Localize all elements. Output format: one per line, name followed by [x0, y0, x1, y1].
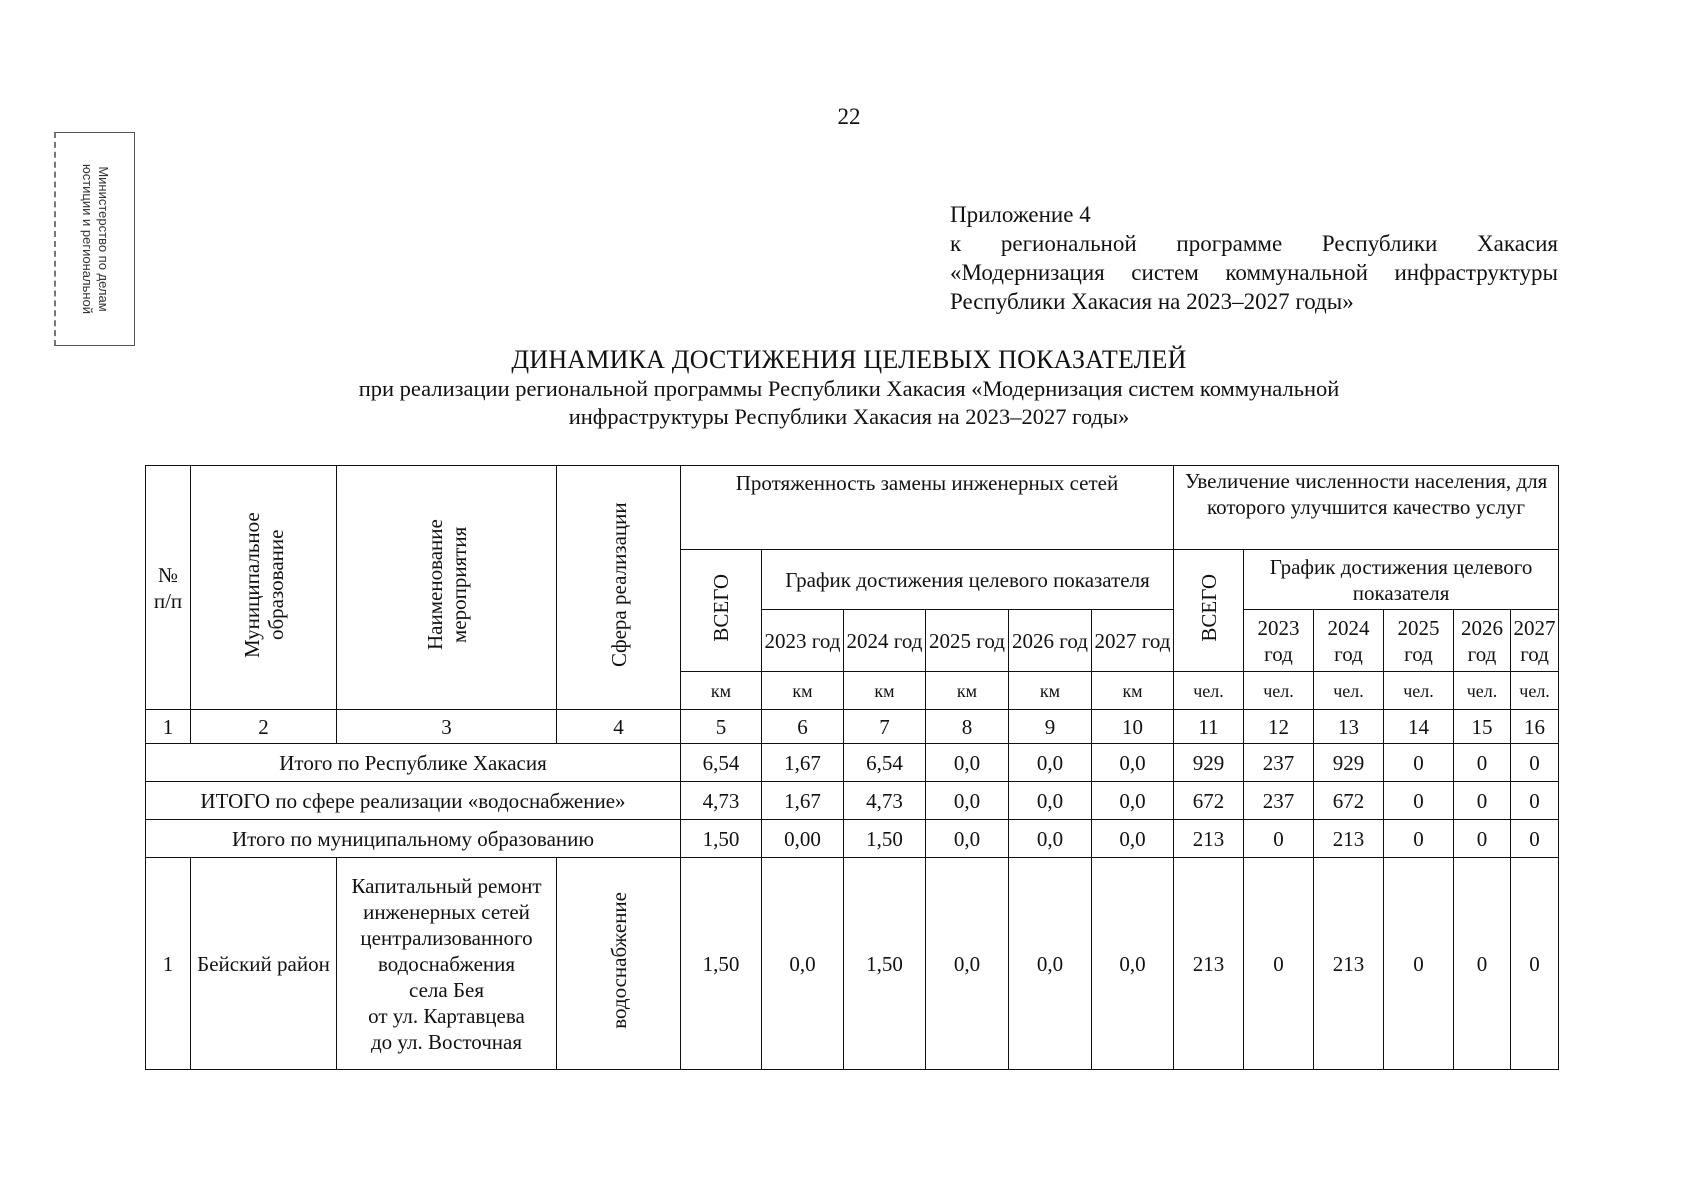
- table-cell: 1,50: [681, 858, 762, 1070]
- table-cell: 0: [1511, 858, 1559, 1070]
- project-activity-line: от ул. Картавцева: [368, 1003, 525, 1028]
- column-number: 5: [681, 710, 762, 744]
- total-row-label: Итого по муниципальному образованию: [146, 820, 681, 858]
- header-activity-text: Наименование мероприятия: [422, 519, 471, 650]
- unit-people: чел.: [1384, 672, 1454, 710]
- table-cell: 0: [1244, 858, 1314, 1070]
- year-2024-people: 2024 год: [1314, 610, 1384, 672]
- project-municipality: Бейский район: [191, 858, 337, 1070]
- table-cell: 213: [1314, 820, 1384, 858]
- document-title: ДИНАМИКА ДОСТИЖЕНИЯ ЦЕЛЕВЫХ ПОКАЗАТЕЛЕЙ: [511, 345, 1187, 374]
- header-sphere-text: Сфера реализации: [606, 502, 631, 667]
- table-cell: 0: [1454, 744, 1511, 782]
- column-number: 8: [926, 710, 1009, 744]
- document-subtitle-1: при реализации региональной программы Республики Хакасия «Модернизация систем коммунальной: [358, 376, 1340, 401]
- table-cell: 4,73: [681, 782, 762, 820]
- unit-people: чел.: [1174, 672, 1244, 710]
- header-num-line1: №: [157, 562, 179, 587]
- table-cell: 0,0: [926, 820, 1009, 858]
- header-population-group: Увеличение численности населения, для которого улучшится качество услуг: [1174, 466, 1559, 550]
- table-cell: 0: [1384, 782, 1454, 820]
- table-cell: 0,0: [1009, 858, 1092, 1070]
- unit-km: км: [1092, 672, 1174, 710]
- appendix-line-2: к региональной программе Республики Хакасия: [950, 231, 1558, 256]
- table-cell: 0: [1454, 820, 1511, 858]
- table-cell: 0: [1511, 782, 1559, 820]
- unit-km: км: [926, 672, 1009, 710]
- table-cell: 0,0: [926, 744, 1009, 782]
- unit-people: чел.: [1244, 672, 1314, 710]
- column-number: 3: [337, 710, 557, 744]
- unit-people: чел.: [1314, 672, 1384, 710]
- project-activity-line: до ул. Восточная: [371, 1029, 522, 1054]
- table-cell: 0: [1511, 744, 1559, 782]
- year-2026-km: 2026 год: [1009, 610, 1092, 672]
- project-activity-line: инженерных сетей: [363, 899, 530, 924]
- table-cell: 213: [1174, 820, 1244, 858]
- year-2025-km: 2025 год: [926, 610, 1009, 672]
- table-cell: 929: [1314, 744, 1384, 782]
- column-number: 2: [191, 710, 337, 744]
- table-cell: 0,0: [1009, 820, 1092, 858]
- column-number: 14: [1384, 710, 1454, 744]
- table-cell: 0,0: [1092, 782, 1174, 820]
- table-cell: 0,0: [1009, 744, 1092, 782]
- table-cell: 6,54: [681, 744, 762, 782]
- table-cell: 0: [1384, 744, 1454, 782]
- project-activity-line: Капитальный ремонт: [351, 873, 542, 898]
- table-cell: 0,0: [1092, 820, 1174, 858]
- table-cell: 213: [1174, 858, 1244, 1070]
- total-row-republic: [146, 744, 1559, 782]
- table-cell: 213: [1314, 858, 1384, 1070]
- table-cell: 1,67: [762, 744, 844, 782]
- header-municipality: [191, 466, 337, 710]
- column-number: 7: [844, 710, 926, 744]
- header-length-schedule: График достижения целевого показателя: [762, 550, 1174, 610]
- column-number: 12: [1244, 710, 1314, 744]
- header-municipality-text: Муниципальное образование: [239, 511, 288, 658]
- year-2026-people: 2026 год: [1454, 610, 1511, 672]
- stamp-line-1: Министерство по делам: [96, 166, 111, 312]
- table-cell: 0,0: [1092, 744, 1174, 782]
- column-number: 10: [1092, 710, 1174, 744]
- column-number: 6: [762, 710, 844, 744]
- indicators-table: [145, 465, 1559, 1070]
- table-cell: 1,50: [681, 820, 762, 858]
- unit-km: км: [1009, 672, 1092, 710]
- appendix-line-1: Приложение 4: [950, 202, 1091, 227]
- year-2024-km: 2024 год: [844, 610, 926, 672]
- unit-km: км: [844, 672, 926, 710]
- project-activity-line: села Бея: [409, 977, 484, 1002]
- header-length-total-text: ВСЕГО: [709, 573, 733, 642]
- total-row-label: ИТОГО по сфере реализации «водоснабжение»: [146, 782, 681, 820]
- table-cell: 0,0: [926, 782, 1009, 820]
- column-number: 9: [1009, 710, 1092, 744]
- table-cell: 0: [1454, 858, 1511, 1070]
- header-num: [146, 466, 191, 710]
- year-2025-people: 2025 год: [1384, 610, 1454, 672]
- column-number: 4: [557, 710, 681, 744]
- project-activity-line: водоснабжения: [377, 951, 516, 976]
- unit-km: км: [762, 672, 844, 710]
- table-cell: 0,0: [762, 858, 844, 1070]
- project-row: [146, 858, 1559, 1070]
- year-2023-km: 2023 год: [762, 610, 844, 672]
- table-cell: 0,0: [926, 858, 1009, 1070]
- column-number-row: [146, 710, 1559, 744]
- column-number: 13: [1314, 710, 1384, 744]
- header-length-group: Протяженность замены инженерных сетей: [681, 466, 1174, 550]
- page-number: 22: [837, 104, 861, 129]
- column-number: 1: [146, 710, 191, 744]
- total-row-municipality: [146, 820, 1559, 858]
- table-cell: 0: [1384, 858, 1454, 1070]
- appendix-line-3: «Модернизация систем коммунальной инфраструктуры: [950, 260, 1558, 285]
- table-cell: 1,67: [762, 782, 844, 820]
- project-sphere: [557, 858, 681, 1070]
- column-number: 16: [1511, 710, 1559, 744]
- table-cell: 0: [1244, 820, 1314, 858]
- table-cell: 237: [1244, 782, 1314, 820]
- project-activity: [337, 858, 557, 1070]
- header-length-total: [681, 550, 762, 672]
- table-cell: 6,54: [844, 744, 926, 782]
- unit-people: чел.: [1511, 672, 1559, 710]
- table-cell: 672: [1174, 782, 1244, 820]
- header-population-total: [1174, 550, 1244, 672]
- column-number: 11: [1174, 710, 1244, 744]
- appendix-block: [950, 200, 1558, 316]
- year-2023-people: 2023 год: [1244, 610, 1314, 672]
- table-cell: 672: [1314, 782, 1384, 820]
- header-row-1: [146, 466, 1559, 550]
- project-sphere-text: водоснабжение: [606, 892, 631, 1029]
- project-activity-line: централизованного: [360, 925, 533, 950]
- table-cell: 4,73: [844, 782, 926, 820]
- table-cell: 1,50: [844, 820, 926, 858]
- project-num: 1: [146, 858, 191, 1070]
- table-cell: 237: [1244, 744, 1314, 782]
- unit-people: чел.: [1454, 672, 1511, 710]
- year-2027-people: 2027 год: [1511, 610, 1559, 672]
- header-activity: [337, 466, 557, 710]
- year-2027-km: 2027 год: [1092, 610, 1174, 672]
- header-population-schedule: График достижения целевого показателя: [1244, 550, 1559, 610]
- table-cell: 0,0: [1009, 782, 1092, 820]
- table-cell: 0,00: [762, 820, 844, 858]
- total-row-label: Итого по Республике Хакасия: [146, 744, 681, 782]
- column-number: 15: [1454, 710, 1511, 744]
- unit-km: км: [681, 672, 762, 710]
- registration-stamp: [54, 132, 135, 346]
- header-num-line2: п/п: [153, 588, 183, 613]
- stamp-text: [79, 164, 111, 314]
- stamp-line-2: юстиции и региональной: [80, 163, 95, 315]
- header-sphere: [557, 466, 681, 710]
- header-population-total-text: ВСЕГО: [1196, 573, 1221, 642]
- table-cell: 929: [1174, 744, 1244, 782]
- appendix-line-4: Республики Хакасия на 2023–2027 годы»: [950, 289, 1354, 314]
- document-subtitle-2: инфраструктуры Республики Хакасия на 2023–2027 годы»: [568, 404, 1130, 429]
- table-cell: 1,50: [844, 858, 926, 1070]
- table-cell: 0: [1454, 782, 1511, 820]
- table-cell: 0: [1384, 820, 1454, 858]
- table-cell: 0: [1511, 820, 1559, 858]
- document-heading: [0, 345, 1698, 431]
- total-row-water-supply: [146, 782, 1559, 820]
- table-cell: 0,0: [1092, 858, 1174, 1070]
